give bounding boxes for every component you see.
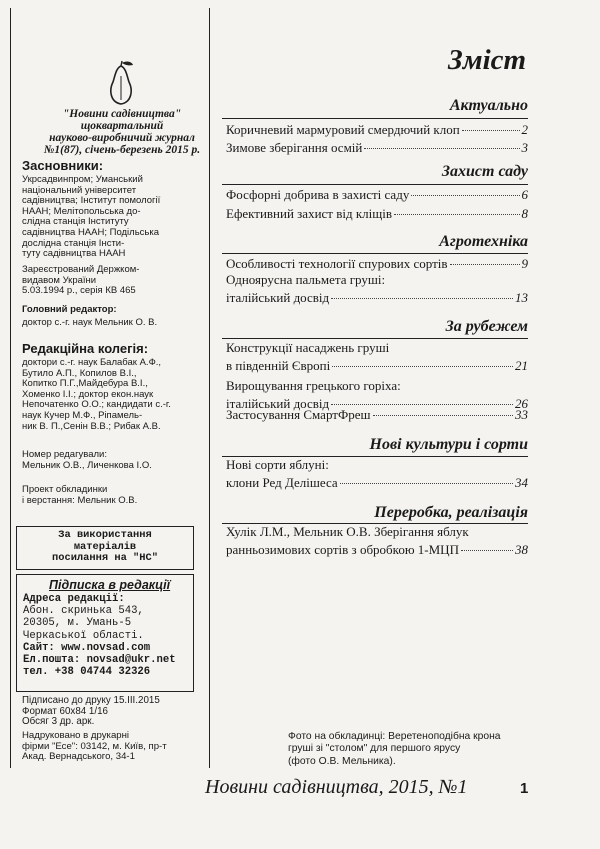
magazine-type: науково-виробничий журнал <box>49 132 195 144</box>
printed-at-line: фірми "Есе": 03142, м. Київ, пр-т <box>22 740 167 752</box>
entry-title: Одноярусна пальмета груші: <box>226 272 386 287</box>
magazine-title: "Новини садівництва" <box>62 108 182 120</box>
toc-title: Зміст <box>448 44 527 76</box>
address-heading: Адреса редакції: <box>23 593 125 605</box>
toc-section-heading: За рубежем <box>445 318 528 335</box>
founders-line: дослідна станція Інсти- <box>22 237 125 249</box>
cover-photo-caption <box>288 731 560 768</box>
design-info <box>22 485 208 506</box>
caption-line: груші зі "столом" для першого ярусу <box>288 743 461 755</box>
entry-title: Нові сорти яблуні: <box>226 457 329 472</box>
registration-info <box>22 265 208 297</box>
magazine-frequency: щоквартальний <box>80 120 164 132</box>
entry-page: 13 <box>515 290 528 305</box>
design-line: і верстання: Мельник О.В. <box>22 494 138 506</box>
founders-list <box>22 175 208 260</box>
entry-page: 26 <box>515 396 528 411</box>
entry-title: Коричневий мармуровий смердючий клоп <box>226 122 460 137</box>
pear-logo-icon <box>102 60 140 108</box>
entry-title: ранньозимових сортів з обробкою 1-МЦП <box>226 542 459 557</box>
magazine-title-block <box>32 108 212 156</box>
design-line: Проект обкладинки <box>22 484 108 495</box>
print-line: Підписано до друку 15.ІІІ.2015 <box>22 695 160 706</box>
caption-line: Фото на обкладинці: Веретеноподібна крона <box>288 731 501 742</box>
toc-entry[interactable] <box>226 122 528 137</box>
entry-title: Зимове зберігання осмій <box>226 140 363 155</box>
entry-page: 3 <box>521 140 528 155</box>
print-info <box>22 696 208 728</box>
section-rule <box>222 253 528 254</box>
section-rule <box>222 338 528 339</box>
toc-entry[interactable] <box>226 524 528 557</box>
leader-dots <box>331 298 513 299</box>
notice-line: матеріалів <box>73 540 137 553</box>
editing-line: Мельник О.В., Личенкова І.О. <box>22 459 152 471</box>
founders-heading: Засновники: <box>22 158 104 173</box>
founders-line: садівництва; Інститут помології <box>22 195 161 207</box>
entry-page: 21 <box>515 358 528 373</box>
entry-title: Конструкції насаджень груші <box>226 340 390 355</box>
entry-title: Фосфорні добрива в захисті саду <box>226 187 410 202</box>
toc-section-heading: Нові культури і сорти <box>369 436 528 453</box>
notice-line: За використання <box>58 529 152 541</box>
entry-page: 9 <box>521 256 528 271</box>
entry-title: Вирощування грецького горіха: <box>226 378 401 393</box>
leader-dots <box>364 148 519 149</box>
entry-page: 34 <box>515 475 528 490</box>
masthead-border-left <box>10 8 11 768</box>
subscription-box <box>16 574 194 692</box>
board-line: ник В. П.,Сенін В.В.; Рибак А.В. <box>22 420 161 432</box>
leader-dots <box>462 130 520 131</box>
masthead-column <box>10 8 209 768</box>
entry-title: італійський досвід <box>226 290 330 305</box>
printed-at <box>22 731 208 763</box>
editor-name: доктор с.-г. наук Мельник О. В. <box>22 317 158 328</box>
leader-dots <box>331 404 513 405</box>
notice-line: посилання на "НС" <box>51 552 158 565</box>
print-line: Обсяг 3 др. арк. <box>22 716 95 728</box>
founders-line: національний університет <box>22 184 137 196</box>
leader-dots <box>340 483 513 484</box>
leader-dots <box>461 550 513 551</box>
toc-section-heading: Переробка, реалізація <box>374 504 528 521</box>
running-footer: Новини садівництва, 2015, №1 <box>205 776 468 798</box>
page-number: 1 <box>520 780 529 797</box>
registration-line: Зареєстрований Держком- <box>22 264 140 275</box>
section-rule <box>222 118 528 119</box>
print-line: Формат 60х84 1/16 <box>22 705 109 717</box>
editing-line: Номер редагували: <box>22 449 107 460</box>
toc-section-heading: Актуально <box>449 97 528 114</box>
copyright-notice <box>16 526 194 570</box>
entry-page: 6 <box>521 187 528 202</box>
registration-line: видавом України <box>22 274 97 286</box>
founders-line: Укрсадвинпром; Уманський <box>22 174 143 185</box>
founders-line: НААН; Мелітопольська до- <box>22 205 141 217</box>
toc-entry[interactable] <box>226 272 528 305</box>
founders-line: туту садівництва НААН <box>22 248 126 260</box>
entry-title: Особливості технології спурових сортів <box>226 256 448 271</box>
issue-number: №1(87), січень-березень 2015 р. <box>43 144 201 156</box>
toc-section-heading: Захист саду <box>441 163 528 180</box>
founders-line: слідна станція Інституту <box>22 216 129 228</box>
section-rule <box>222 184 528 185</box>
leader-dots <box>450 264 520 265</box>
entry-title: Застосування СмартФреш <box>226 407 371 422</box>
toc-entry[interactable] <box>226 187 528 202</box>
leader-dots <box>411 195 519 196</box>
board-line: Непочатенко О.О.; кандидати с.-г. <box>22 399 171 411</box>
board-line: Хоменко І.І.; доктор екон.наук <box>22 388 154 400</box>
board-line: Бутило А.П., Копилов В.І., <box>22 367 137 379</box>
address-line: Абон. скринька 543, <box>23 605 144 618</box>
editor-heading: Головний редактор: <box>22 304 117 315</box>
toc-entry[interactable] <box>226 340 528 373</box>
phone: тел. +38 04744 32326 <box>23 666 151 679</box>
toc-section-heading: Агротехніка <box>439 233 528 250</box>
entry-title: Ефективний захист від кліщів <box>226 206 393 221</box>
leader-dots <box>332 366 513 367</box>
entry-title: Хулік Л.М., Мельник О.В. Зберігання яблук <box>226 524 469 539</box>
entry-page: 8 <box>521 206 528 221</box>
toc-entry[interactable] <box>226 140 528 155</box>
entry-title: в південній Європі <box>226 358 331 373</box>
entry-page: 38 <box>515 542 528 557</box>
toc-entry[interactable] <box>226 407 528 422</box>
toc-entry[interactable] <box>226 256 528 271</box>
entry-page: 2 <box>521 122 528 137</box>
toc-entry[interactable] <box>226 457 528 490</box>
toc-entry[interactable] <box>226 206 528 221</box>
address-line: 20305, м. Умань-5 <box>23 617 132 630</box>
board-line: доктори с.-г. наук Балабак А.Ф., <box>22 357 162 368</box>
board-heading: Редакційна колегія: <box>22 341 149 356</box>
board-list <box>22 358 208 432</box>
website[interactable]: Сайт: www.novsad.com <box>23 641 151 654</box>
editing-info <box>22 450 208 471</box>
printed-at-line: Надруковано в друкарні <box>22 730 130 741</box>
entry-title: клони Ред Делішеса <box>226 475 338 490</box>
address-line: Черкаської області. <box>23 629 144 642</box>
entry-page: 33 <box>515 407 528 422</box>
leader-dots <box>373 415 513 416</box>
email[interactable]: Ел.пошта: novsad@ukr.net <box>23 654 176 667</box>
leader-dots <box>394 214 519 215</box>
caption-line: (фото О.В. Мельника). <box>288 755 396 767</box>
subscription-title: Підписка в редакції <box>49 578 171 592</box>
board-line: наук Кучер М.Ф., Ріпамель- <box>22 409 143 421</box>
entry-title: італійський досвід <box>226 396 330 411</box>
founders-line: садівництва НААН; Подільська <box>22 226 160 238</box>
printed-at-line: Акад. Вернадського, 34-1 <box>22 751 135 763</box>
registration-line: 5.03.1994 р., серія КВ 465 <box>22 285 136 297</box>
board-line: Копитко П.Г.,Майдебура В.І., <box>22 378 148 390</box>
